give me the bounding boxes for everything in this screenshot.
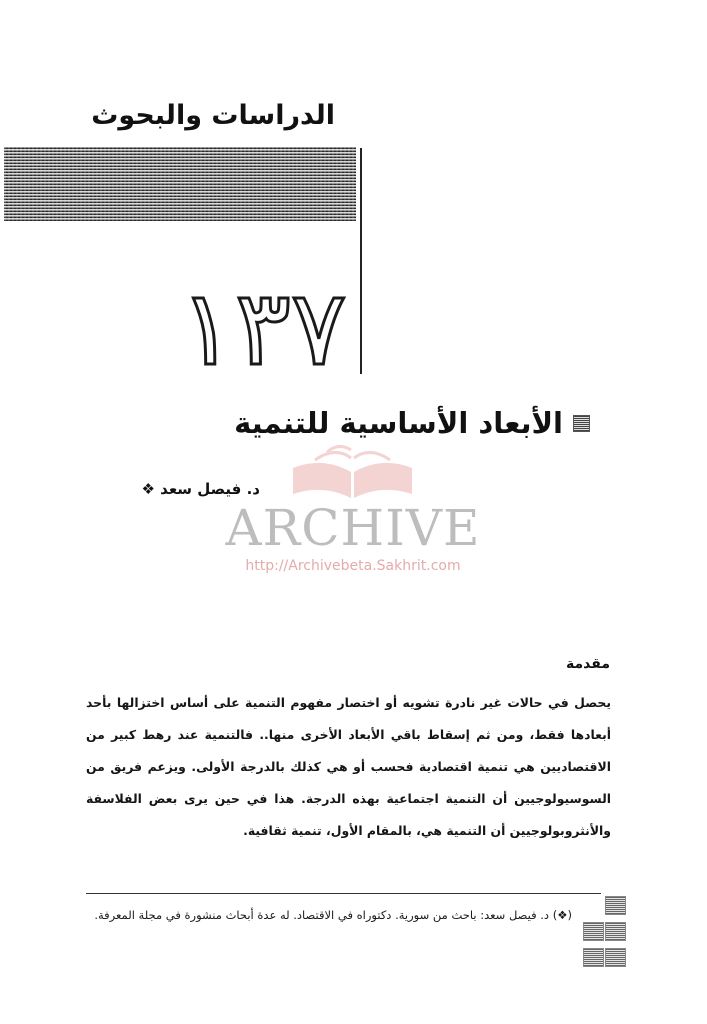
- footnote: (❖) د. فيصل سعد: باحث من سورية. دكتوراه في الاقتصاد. له عدة أبحاث منشورة في مجلة المعرفة.: [94, 908, 572, 922]
- article-title: الأبعاد الأساسية للتنمية: [234, 406, 563, 440]
- section-header: الدراسات والبحوث: [91, 100, 335, 131]
- hatched-band: [4, 147, 356, 221]
- intro-paragraph: يحصل في حالات غير نادرة تشويه أو اختصار مفهوم التنمية على أساس اختزالها بأحد أبعادها فقط، ومن ثم إسقاط باقي الأبعاد الأخرى منها.. فالتنمية عند رهط كبير من الاقتصاديين هي تنمية اقتصادية فحسب أو هي كذلك بالدرجة الأولى. ويزعم فريق من السوسيولوجيين أن التنمية اجتماعية بهذه الدرجة. هذا في حين يرى بعض الفلاسفة والأنثروبولوجيين أن التنمية هي، بالمقام الأول، تنمية ثقافية.: [86, 695, 611, 838]
- decorative-square: [583, 922, 604, 941]
- decorative-square: [605, 948, 626, 967]
- decorative-square: [605, 896, 626, 915]
- footnote-rule: [86, 893, 601, 894]
- decorative-square: [605, 922, 626, 941]
- watermark-text: ARCHIVE: [225, 499, 481, 557]
- intro-heading: مقدمة: [566, 656, 610, 672]
- vertical-divider: [360, 148, 362, 374]
- author-name: د. فيصل سعد ❖: [141, 480, 260, 498]
- watermark-url: http://Archivebeta.Sakhrit.com: [245, 558, 461, 574]
- decorative-square: [583, 948, 604, 967]
- open-book-logo-icon: [285, 438, 420, 500]
- article-number: ١٣٧: [179, 267, 347, 389]
- decorative-square-grid: [577, 896, 627, 972]
- square-bullet-icon: [573, 415, 590, 432]
